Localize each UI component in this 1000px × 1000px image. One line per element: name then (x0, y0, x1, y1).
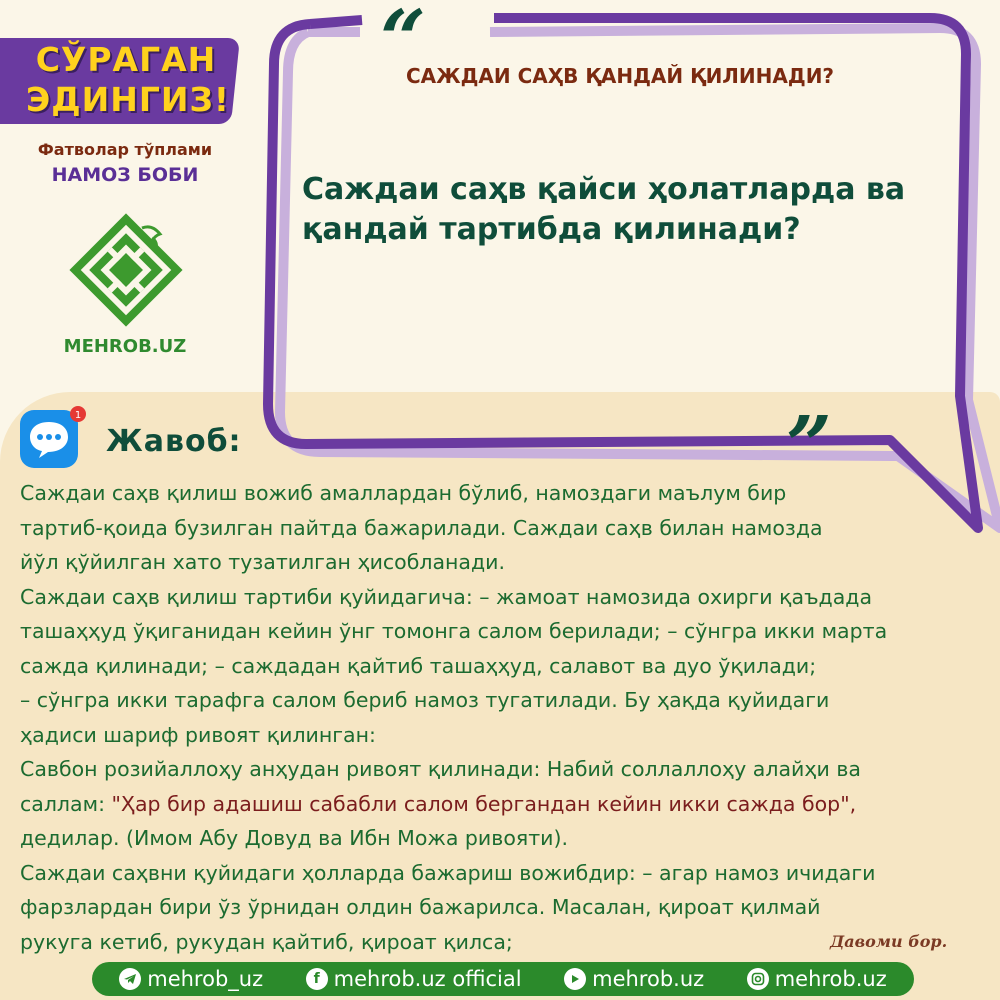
open-quote-mark: “ (380, 0, 427, 86)
answer-line: – сўнгра икки тарафга салом бериб намоз тугатилади. Бу ҳақда қуйидаги (20, 688, 830, 712)
facebook-icon: f (306, 968, 328, 990)
telegram-handle: mehrob_uz (147, 967, 264, 991)
section-title: НАМОЗ БОБИ (51, 164, 199, 186)
answer-line: Савбон розийаллоҳу анҳудан ривоят қилинади: Набий соллаллоҳу алайҳи ва (20, 757, 861, 781)
close-quote-mark: ” (786, 398, 833, 492)
collection-subtitle: Фатволар тўплами (37, 140, 213, 159)
answer-line: фарзлардан бири ўз ўрнидан олдин бажарилса. Масалан, қироат қилмай (20, 895, 821, 919)
instagram-link[interactable] (747, 967, 887, 991)
question-text (302, 170, 942, 250)
answer-line: Саждаи саҳвни қуйидаги ҳолларда бажариш вожибдир: – агар намоз ичидаги (20, 860, 876, 885)
answer-line: тартиб-қоида бузилган пайтда бажарилади. Саждаи саҳв билан намозда (20, 515, 823, 540)
social-footer (92, 962, 914, 996)
youtube-icon (564, 968, 586, 990)
youtube-link[interactable] (564, 967, 704, 991)
hadith-quote: "Ҳар бир адашиш сабабли салом бергандан кейин икки сажда бор", (111, 791, 857, 816)
instagram-handle: mehrob.uz (774, 967, 887, 991)
title-line-1: СЎРАГАН (35, 40, 217, 79)
instagram-icon (747, 968, 769, 990)
telegram-icon (119, 968, 141, 990)
answer-line: Саждаи саҳв қилиш вожиб амаллардан бўлиб, намоздаги маълум бир (20, 481, 787, 505)
question-text-line-2: қандай тартибда қилинади? (302, 212, 801, 247)
answer-body (20, 476, 990, 959)
question-heading: САЖДАИ САҲВ ҚАНДАЙ ҚИЛИНАДИ? (405, 64, 835, 88)
answer-line-hadith (20, 787, 990, 822)
answer-line: ташаҳҳуд ўқиганидан кейин ўнг томонга салом берилади; – сўнгра икки марта (20, 619, 888, 643)
kufic-square-logo-icon (64, 208, 188, 332)
answer-label: Жавоб: (106, 424, 242, 459)
answer-line: ҳадиси шариф ривоят қилинган: (20, 722, 376, 747)
answer-line: йўл қўйилган хато тузатилган ҳисобланади. (20, 550, 505, 574)
answer-line: дедилар. (Имом Абу Довуд ва Ибн Можа ривояти). (20, 826, 568, 850)
notification-badge: 1 (74, 410, 82, 421)
facebook-handle: mehrob.uz official (333, 967, 522, 991)
facebook-link[interactable] (306, 967, 522, 991)
question-text-line-1: Саждаи саҳв қайси ҳолатларда ва (302, 172, 906, 207)
answer-line: Саждаи саҳв қилиш тартиби қуйидагича: – жамоат намозида охирги қаъдада (20, 584, 873, 609)
telegram-link[interactable] (119, 967, 263, 991)
answer-line: рукуга кетиб, рукудан қайтиб, қироат қилса; (20, 929, 513, 954)
chat-bubble-icon (20, 406, 86, 468)
title-line-2: ЭДИНГИЗ! (26, 80, 230, 119)
answer-line: сажда қилинади; – саждадан қайтиб ташаҳҳуд, салавот ва дуо ўқилади; (20, 653, 817, 678)
continued-note: Давоми бор. (830, 932, 948, 951)
youtube-handle: mehrob.uz (592, 967, 705, 991)
logo-text: MEHROB.UZ (63, 336, 187, 357)
hadith-prefix: саллам: (20, 791, 112, 816)
